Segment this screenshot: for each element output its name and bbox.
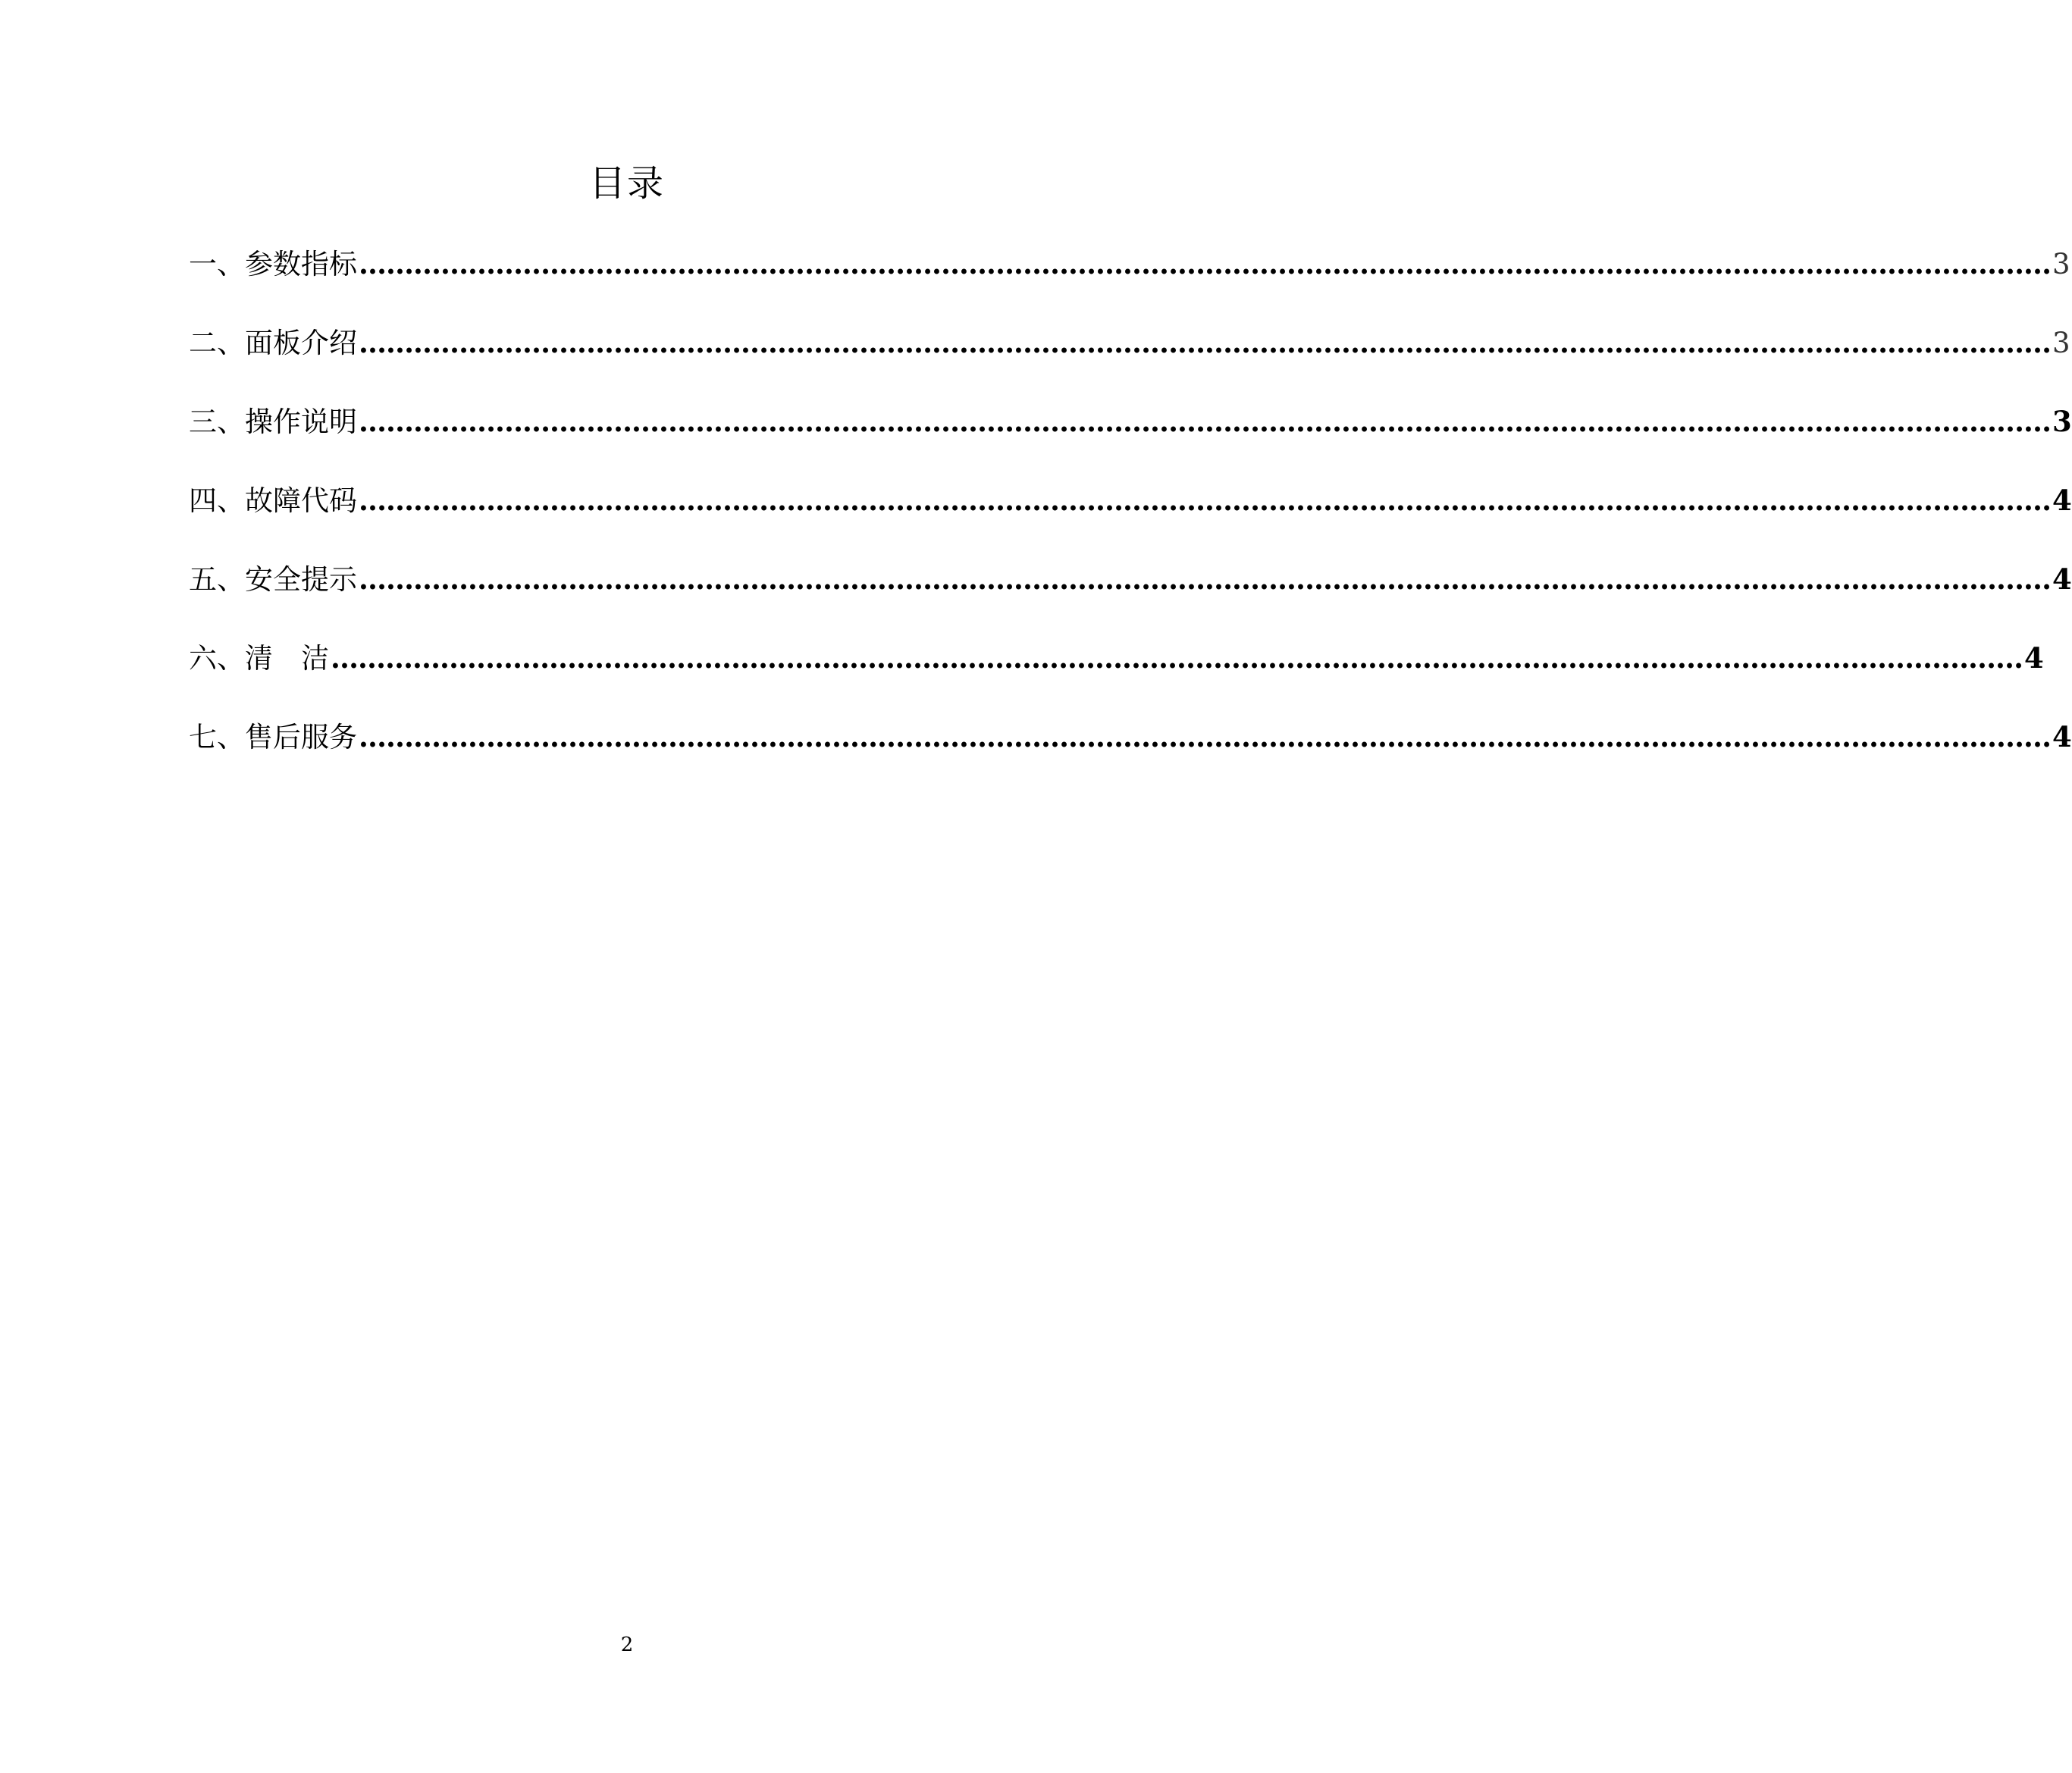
toc-entry-panel-intro[interactable]	[189, 320, 2070, 399]
toc-dot-leader: ……………………………………………………………………………………………………………………………………………………………………	[359, 247, 2051, 280]
toc-list	[189, 241, 2072, 793]
toc-page-number: 4	[2052, 720, 2072, 753]
toc-dot-leader: ……………………………………………………………………………………………………………………………………………………………………	[359, 326, 2051, 359]
toc-entry-error-codes[interactable]	[189, 478, 2072, 556]
toc-page-number: 4	[2024, 641, 2044, 675]
toc-entry-label: 三、操作说明	[189, 406, 357, 438]
toc-title: 目录	[588, 162, 665, 205]
toc-dot-leader: ……………………………………………………………………………………………………………………………………………………………………	[359, 405, 2051, 438]
toc-dot-leader: ……………………………………………………………………………………………………………………………………………………………………	[359, 484, 2051, 517]
toc-page-number: 4	[2052, 484, 2072, 517]
toc-entry-label: 四、故障代码	[189, 484, 357, 517]
toc-entry-label: 五、安全提示	[189, 563, 357, 596]
toc-entry-safety[interactable]	[189, 556, 2072, 635]
page-number: 2	[620, 1634, 634, 1656]
toc-page-number: 3	[2052, 248, 2070, 280]
toc-entry-after-sales[interactable]	[189, 714, 2072, 793]
toc-entry-cleaning[interactable]	[189, 635, 2044, 714]
toc-dot-leader: ……………………………………………………………………………………………………………………………………………………………………	[331, 641, 2023, 675]
toc-page-number: 3	[2052, 327, 2070, 359]
toc-dot-leader: ……………………………………………………………………………………………………………………………………………………………………	[359, 720, 2051, 753]
toc-page-number: 3	[2052, 405, 2072, 438]
toc-entry-parameters[interactable]	[189, 241, 2070, 320]
toc-entry-operation[interactable]	[189, 399, 2072, 478]
toc-entry-label: 二、面板介绍	[189, 327, 357, 359]
toc-entry-label: 一、参数指标	[189, 248, 357, 280]
toc-dot-leader: ……………………………………………………………………………………………………………………………………………………………………	[359, 562, 2051, 596]
toc-entry-label: 六、清 洁	[189, 642, 329, 675]
toc-entry-label: 七、售后服务	[189, 721, 357, 753]
toc-page-number: 4	[2052, 562, 2072, 596]
